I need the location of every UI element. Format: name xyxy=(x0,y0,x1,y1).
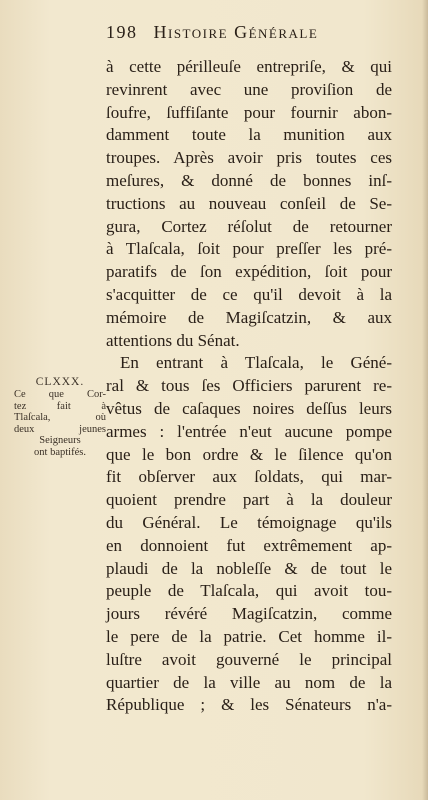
margin-note-line: Seigneurs xyxy=(39,435,81,446)
margin-note-line: Ce que Cor- xyxy=(14,389,106,400)
section-number: CLXXX. xyxy=(35,376,85,388)
text-line: attentions du Sénat. xyxy=(106,330,240,350)
text-line: en donnoient fut extrêmement ap- xyxy=(106,535,392,555)
text-line: luſtre avoit gouverné le principal xyxy=(106,649,392,669)
text-line: jours révéré Magiſcatzin, comme xyxy=(106,604,392,624)
page-number: 198 xyxy=(106,22,138,42)
text-line: gura, Cortez réſolut de retourner xyxy=(106,216,392,236)
text-line: paratifs de ſon expédition, ſoit pour xyxy=(106,262,392,282)
margin-note-line: ont baptifés. xyxy=(34,446,86,458)
text-line: que le bon ordre & le ſilence qu'on xyxy=(106,444,392,464)
text-line: armes : l'entrée n'eut aucune pompe xyxy=(106,421,392,441)
body-text xyxy=(106,56,392,717)
text-line: à Tlaſcala, ſoit pour preſſer les pré- xyxy=(106,239,392,259)
text-line: En entrant à Tlaſcala, le Géné- xyxy=(120,353,392,373)
text-line: s'acquitter de ce qu'il devoit à la xyxy=(106,284,392,304)
text-line: damment toute la munition aux xyxy=(106,125,392,145)
text-line: fit obſerver aux ſoldats, qui mar- xyxy=(106,467,392,487)
page-edge-shadow xyxy=(422,0,428,800)
margin-note-line: deux jeunes xyxy=(14,423,106,435)
text-line: ral & tous ſes Officiers parurent re- xyxy=(106,376,392,396)
text-line: revinrent avec une proviſion de xyxy=(106,79,392,99)
text-line: quoient prendre part à la douleur xyxy=(106,490,392,510)
text-line: du Général. Le témoignage qu'ils xyxy=(106,512,392,532)
text-line: vêtus de caſaques noires deſſus leurs xyxy=(106,398,392,418)
text-line: ſoufre, ſuffiſante pour fournir abon- xyxy=(106,102,392,122)
margin-note-line: Tlaſcala, où xyxy=(14,412,106,423)
text-line: meſures, & donné de bonnes inſ- xyxy=(106,170,392,190)
running-title: Histoire Générale xyxy=(153,22,319,42)
text-line: tructions au nouveau conſeil de Se- xyxy=(106,193,392,213)
text-line: à cette périlleuſe entrepriſe, & qui xyxy=(106,57,392,76)
text-line: troupes. Après avoir pris toutes ces xyxy=(106,148,392,168)
running-header xyxy=(106,22,406,43)
text-line: quartier de la ville au nom de la xyxy=(106,672,392,692)
text-line: mémoire de Magiſcatzin, & aux xyxy=(106,307,392,327)
text-line: le pere de la patrie. Cet homme il- xyxy=(106,626,392,646)
margin-note-line: tez fait à xyxy=(14,400,106,412)
text-line: République ; & les Sénateurs n'a- xyxy=(106,695,392,715)
text-line: peuple de Tlaſcala, qui avoit tou- xyxy=(106,581,392,601)
marginal-note xyxy=(14,376,106,458)
text-line: plaudi de la nobleſſe & de tout le xyxy=(106,558,392,578)
